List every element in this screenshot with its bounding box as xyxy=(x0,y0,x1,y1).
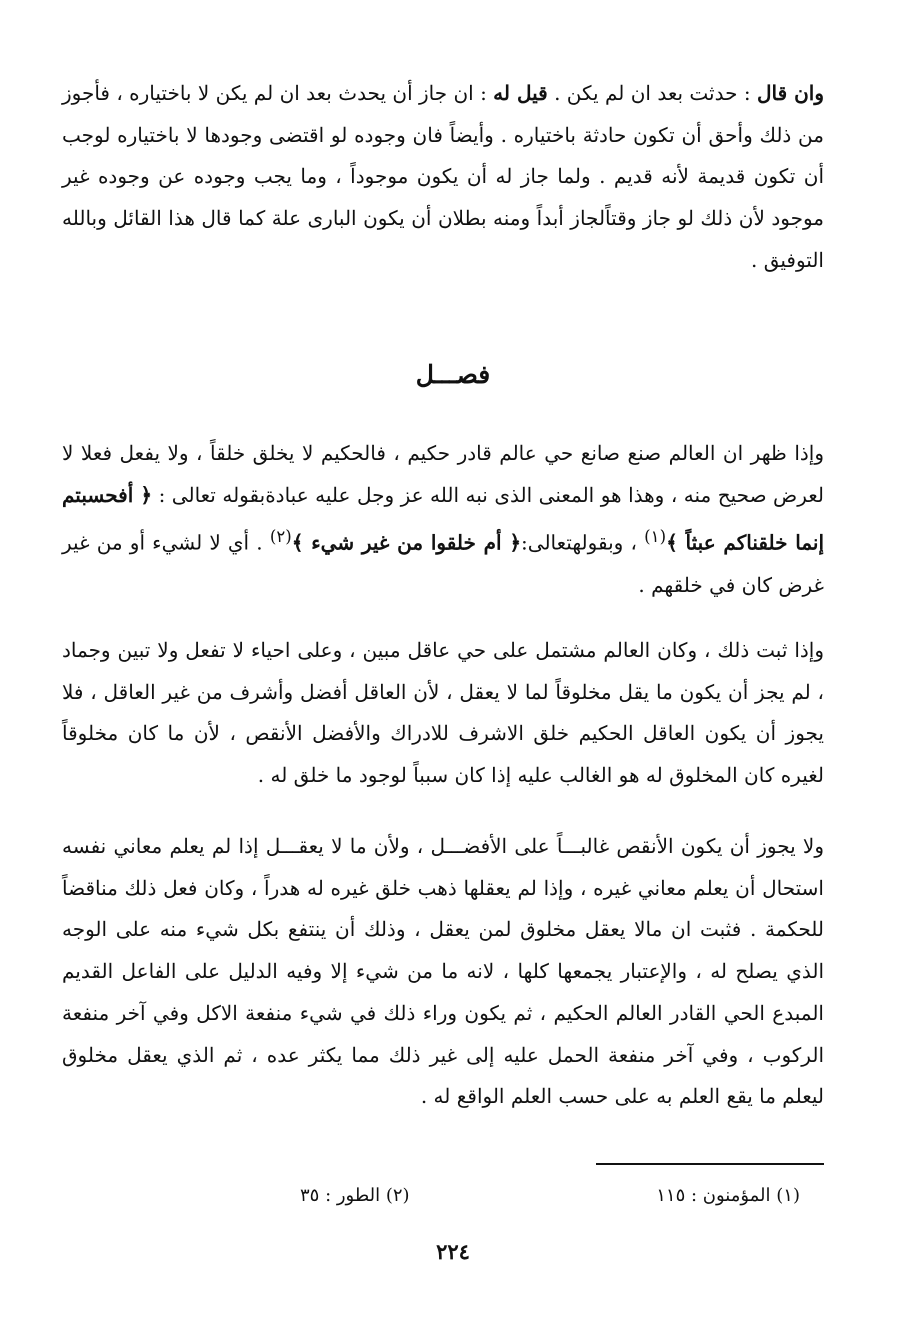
paragraph-text: بقوله تعالى : xyxy=(158,482,266,507)
paragraph-text: وإذا ظهر ان العالم صنع صانع حي عالم قادر حكيم ، فالحكيم لا يخلق خلقاً ، ولا يفعل فعلا لا لعرض صحيح منه ، وهذا هو المعنى الذى نبه الله عز وجل عليه عبادة xyxy=(62,441,825,507)
paragraph-4: ولا يجوز أن يكون الأنقص غالبـــاً على الأفضـــل ، ولأن ما لا يعقـــل إذا لم يعلم معاني نفسه استحال أن يعلم معاني غيره ، وإذا لم يعقلها ذهب خلق غيره له هدراً ، وكان فعل ذلك مناقضاً للحكمة . فثبت ان مالا يعقل مخلوق لمن يعقل ، وذلك أن ينتفع بكل شيء منه على الوجه الذي يصلح له ، والإعتبار يجمعها كلها ، لانه ما من شيء إلا وفيه الدليل على الفاعل القديم المبدع الحي القادر العالم الحكيم ، ثم يكون وراء ذلك في شيء منفعة الاكل وفي آخر منفعة الركوب ، وفي آخر منفعة الحمل عليه إلى غير ذلك مما يكثر عده ، ثم الذي يعقل مخلوق ليعلم ما يقع العلم به على حسب العلم الواقع له . xyxy=(62,834,824,1109)
paragraph-text: : حدثت بعد ان لم يكن . xyxy=(554,81,751,105)
footnote-2: (٢) الطور : ٣٥ xyxy=(300,1185,410,1206)
paragraph-text: تعالى: xyxy=(521,531,573,556)
paragraph-3: وإذا ثبت ذلك ، وكان العالم مشتمل على حي عاقل مبين ، وعلى احياء لا تفعل ولا تبين وجماد ، لم يجز أن يكون ما يقل مخلوقاً لما لا يعقل ، لأن العاقل أفضل وأشرف من غير العاقل ، فلا يجوز أن يكون العاقل الحكيم خلق الاشرف للادراك والأفضل الأنقص ، لأن ما كان مخلوقاً لغيره كان المخلوق له هو الغالب عليه إذا كان سبباً لوجود ما خلق له . xyxy=(62,638,824,788)
footnotes xyxy=(300,1182,800,1210)
page-number: ٢٢٤ xyxy=(436,1239,470,1264)
paragraph-lead: وان قال xyxy=(756,81,824,105)
footnote-ref-1: (١) xyxy=(644,527,667,547)
footnote-divider xyxy=(596,1163,824,1165)
paragraph-text: : ان جاز أن يحدث بعد ان لم يكن لا باختياره ، فأجوز من ذلك وأحق أن تكون حادثة باختياره . وأيضاً فان وجوده لو اقتضى وجودها لا باختياره لوجب أن تكون قديمة لأنه قديم . ولما جاز له أن يكون موجوداً ، وما يجب وجوده عن وجوده غير موجود لأن ذلك لو جاز وقتاًلجاز أبداً ومنه بطلان أن يكون البارى علة كما قال هذا القائل وبالله التوفيق . xyxy=(61,81,824,272)
quran-quote-2: ﴿ أم خلقوا من غير شيء ﴾ xyxy=(291,531,522,556)
footnote-1: (١) المؤمنون : ١١٥ xyxy=(656,1185,800,1206)
paragraph-2 xyxy=(62,433,824,606)
quran-quote-1: ﴿ أفحسبتم إنما خلقناكم عبثاً ﴾ xyxy=(62,482,825,556)
footnote-ref-2: (٢) xyxy=(269,527,292,547)
section-heading: فصـــل xyxy=(415,360,491,389)
reply-label: قيل له xyxy=(493,81,548,105)
paragraph-text: ، وبقوله xyxy=(572,531,637,556)
paragraph-1 xyxy=(62,73,824,282)
paragraph-text: . أي لا لشيء أو من غير غرض كان في خلقهم . xyxy=(62,531,824,597)
